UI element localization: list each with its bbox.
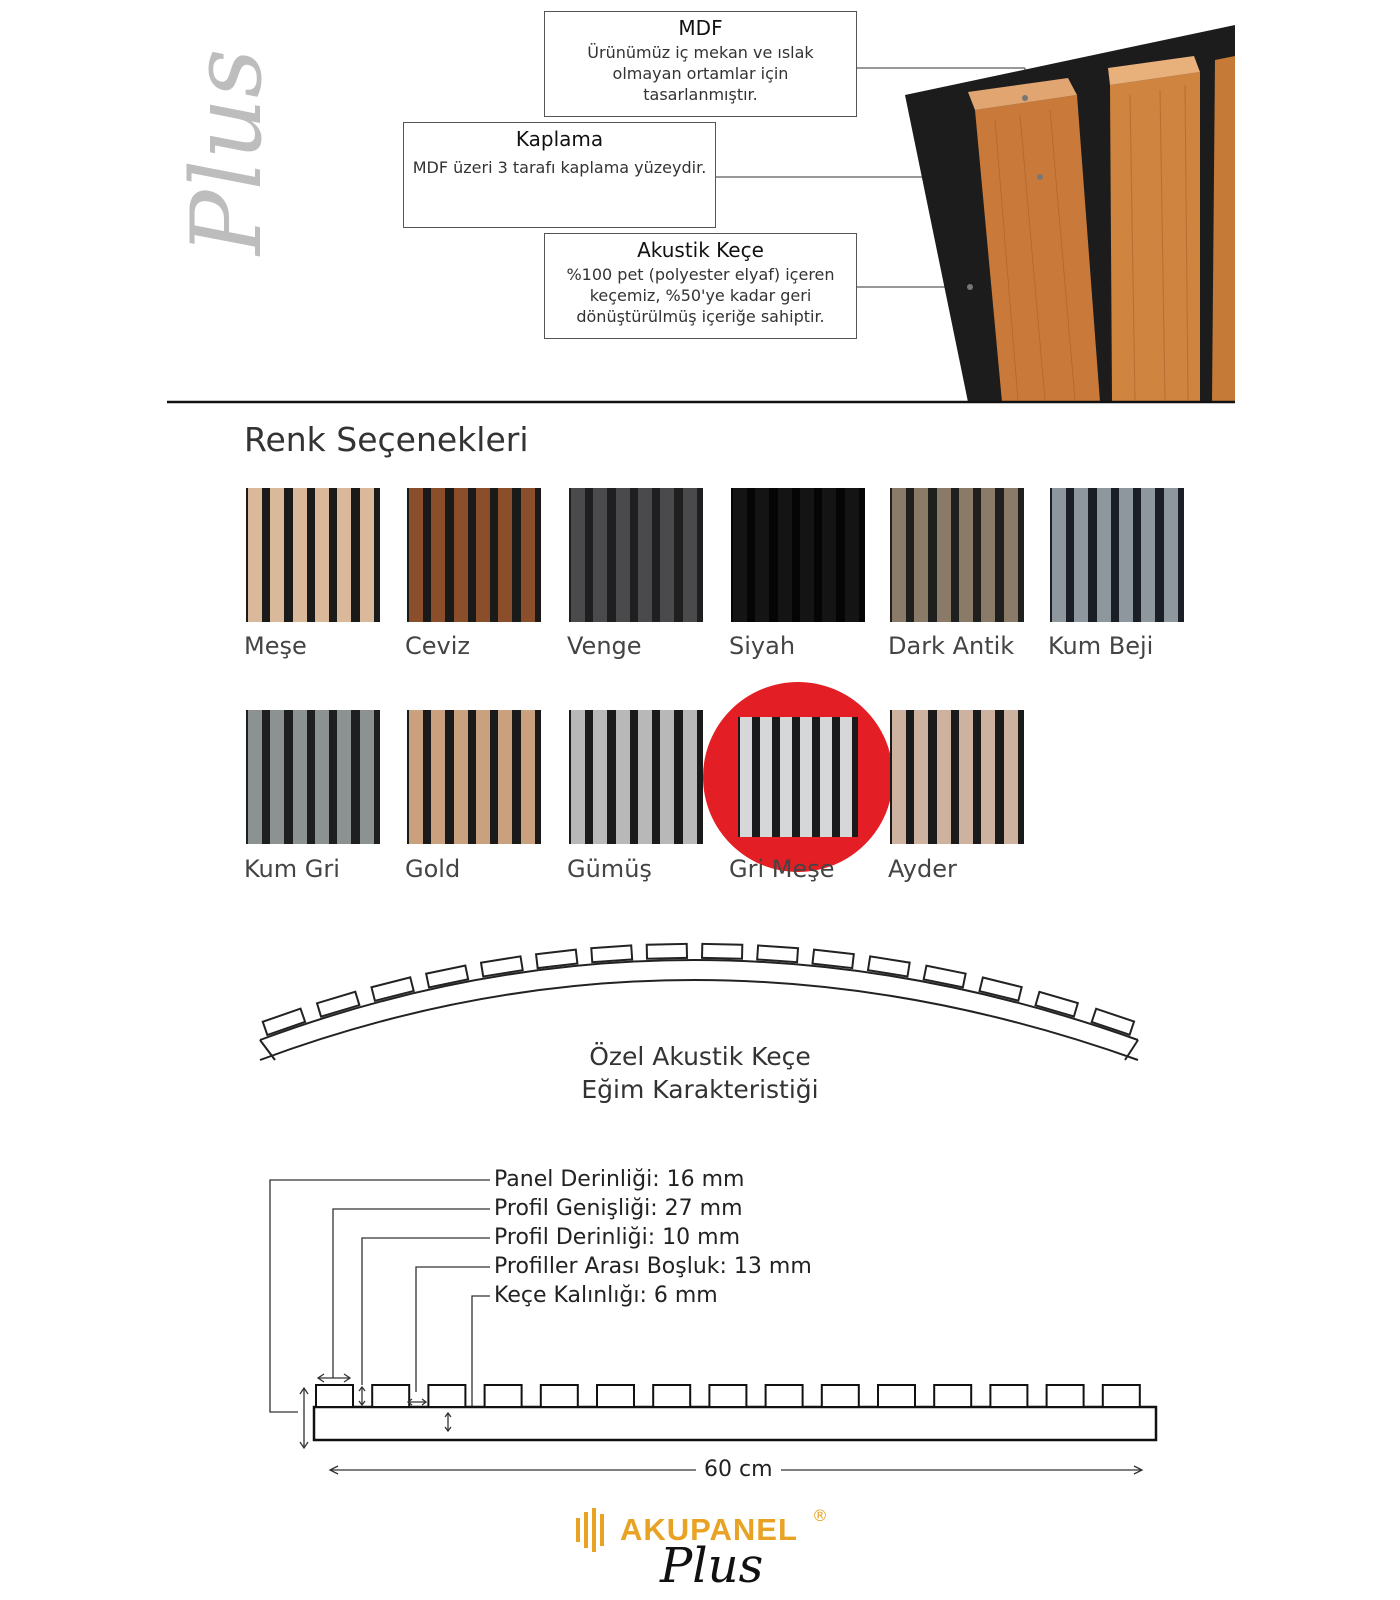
profile-slat [878, 1385, 915, 1407]
callout-kece-title: Akustik Keçe [637, 238, 764, 262]
logo-registered-mark: ® [812, 1506, 828, 1525]
profile-slat [541, 1385, 578, 1407]
logo-sub-plus: Plus [660, 1538, 764, 1594]
colors-section-title: Renk Seçenekleri [244, 420, 529, 459]
curve-caption-line2: Eğim Karakteristiği [581, 1075, 819, 1104]
logo-bars-icon [574, 1508, 614, 1552]
color-swatch-label: Meşe [244, 632, 307, 660]
profile-slat [653, 1385, 690, 1407]
profile-slat [766, 1385, 803, 1407]
panel-base [314, 1407, 1156, 1440]
color-swatch-label: Kum Gri [244, 855, 340, 883]
spec-profile-width: Profil Genişliği: 27 mm [494, 1196, 743, 1221]
profile-slat [485, 1385, 522, 1407]
color-swatch-label: Ceviz [405, 632, 470, 660]
leader-gap [416, 1267, 490, 1392]
side-brand-word: Plus [171, 48, 283, 255]
profile-slat [822, 1385, 859, 1407]
color-swatch-label: Venge [567, 632, 642, 660]
profile-slat [316, 1385, 353, 1407]
spec-profile-depth: Profil Derinliği: 10 mm [494, 1225, 740, 1250]
profile-slat [372, 1385, 409, 1407]
profile-slat [597, 1385, 634, 1407]
logo-wordmark: AKUPANEL [620, 1512, 798, 1547]
brand-logo [574, 1502, 834, 1592]
profile-slat [1047, 1385, 1084, 1407]
color-swatch-label: Kum Beji [1048, 632, 1154, 660]
color-swatch-label: Gümüş [567, 855, 652, 883]
callout-kece-desc: %100 pet (polyester elyaf) içeren keçemiz, %50'ye kadar geri dönüştürülmüş içeriğe sahiptir. [566, 265, 835, 326]
leader-profile-depth [362, 1238, 490, 1385]
profile-slat [428, 1385, 465, 1407]
profile-slat [1103, 1385, 1140, 1407]
color-swatch-label: Dark Antik [888, 632, 1015, 660]
color-swatch-label: Gold [405, 855, 461, 883]
panel-width-label: 60 cm [696, 1457, 781, 1482]
callout-mdf-title: MDF [678, 16, 723, 40]
curve-caption-line1: Özel Akustik Keçe [589, 1042, 811, 1071]
leader-panel-depth [270, 1180, 490, 1412]
spec-felt-thickness: Keçe Kalınlığı: 6 mm [494, 1283, 718, 1308]
color-swatch-label: Siyah [729, 632, 796, 660]
color-swatch-label: Gri Meşe [729, 855, 835, 883]
profile-slat [709, 1385, 746, 1407]
color-swatch-label: Ayder [888, 855, 957, 883]
spec-profile-gap: Profiller Arası Boşluk: 13 mm [494, 1254, 812, 1279]
callout-mdf-desc: Ürünümüz iç mekan ve ıslak olmayan ortamlar için tasarlanmıştır. [587, 43, 814, 104]
callout-kaplama-title: Kaplama [515, 127, 604, 151]
profile-slat [990, 1385, 1027, 1407]
profile-row [316, 1385, 1140, 1407]
leader-profile-width [333, 1209, 490, 1378]
profile-slat [934, 1385, 971, 1407]
spec-panel-depth: Panel Derinliği: 16 mm [494, 1167, 745, 1192]
callout-kaplama-desc: MDF üzeri 3 tarafı kaplama yüzeydir. [412, 158, 707, 177]
